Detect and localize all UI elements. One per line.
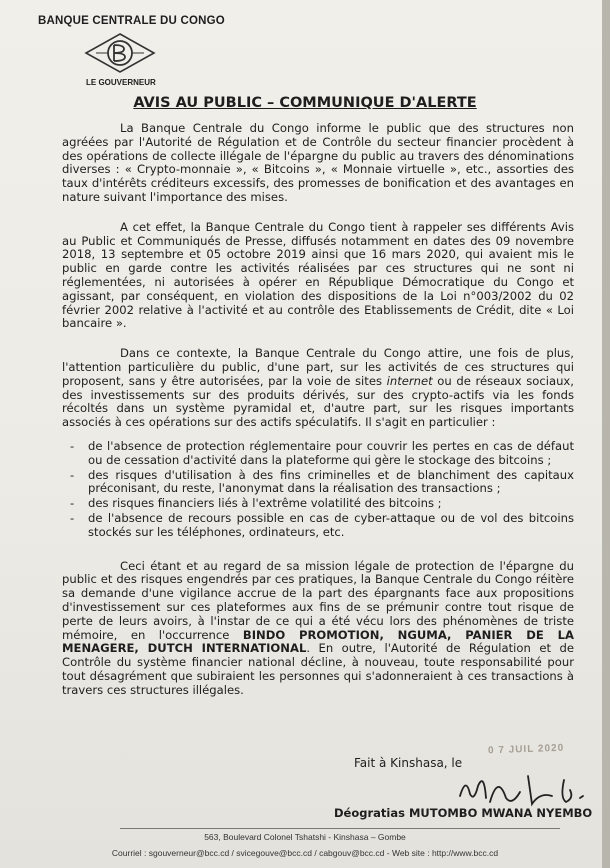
paragraph-3 bbox=[62, 347, 574, 430]
risk-item: - des risques financiers liés à l'extrême volatilité des bitcoins ; bbox=[88, 497, 574, 511]
date-stamp: 0 7 JUIL 2020 bbox=[487, 742, 565, 757]
bcc-monogram-diamond-logo bbox=[84, 32, 156, 74]
risk-item: - des risques d'utilisation à des fins criminelles et de blanchiment des capitaux préconisant, du reste, l'anonymat dans la réalisation des transactions ; bbox=[88, 469, 574, 497]
risk-list bbox=[62, 440, 574, 540]
paragraph-4-named-schemes: BINDO PROMOTION, NGUMA, PANIER DE LA MENAGERE, DUTCH INTERNATIONAL bbox=[62, 627, 574, 656]
risk-item: - de l'absence de protection réglementaire pour couvrir les pertes en cas de défaut ou de cessation d'activité dans la plateforme qui gère le stockage des bitcoins ; bbox=[88, 440, 574, 468]
document-title-text: AVIS AU PUBLIC – COMMUNIQUE D'ALERTE bbox=[133, 95, 477, 111]
paragraph-3-internet-term: internet bbox=[386, 373, 433, 388]
place-of-signing: Fait à Kinshasa, le bbox=[354, 756, 463, 770]
document-title bbox=[0, 95, 610, 111]
paragraph-3-part-2: ou de réseaux sociaux, des investissements sur des produits dérivés, sur des crypto-actifs via les fonds récoltés dans un système pyramidal et, d'autre part, sur les risques importants associés à ces opérations sur des actifs spéculatifs. Il s'agit en particulier : bbox=[62, 373, 574, 430]
paragraph-1: La Banque Centrale du Congo informe le public que des structures non agréées par l'Autorité de Régulation et de Contrôle du secteur financier procèdent à des opérations de collecte illégale de l'épargne du public au travers des dénominations diverses : « Crypto-monnaie », « Bitcoins », « Monnaie virtuelle », etc., assorties des taux d'intérêts créditeurs excessifs, des promesses de bonification et des avantages en nature suivant l'importance des mises. bbox=[62, 121, 574, 204]
signatory-name: Déogratias MUTOMBO MWANA NYEMBO bbox=[334, 806, 593, 820]
footer-contacts: Courriel : sgouverneur@bcc.cd / svicegouve@bcc.cd / cabgouv@bcc.cd - Web site : http://www.bcc.cd bbox=[111, 848, 499, 858]
footer-address: 563, Boulevard Colonel Tshatshi - Kinshasa – Gombe bbox=[204, 832, 406, 842]
paragraph-4 bbox=[62, 560, 574, 698]
organization-name: BANQUE CENTRALE DU CONGO bbox=[38, 15, 225, 27]
handwritten-signature bbox=[456, 762, 596, 812]
risk-item: - de l'absence de recours possible en cas de cyber-attaque ou de vol des bitcoins stockés sur les téléphones, ordinateurs, etc. bbox=[88, 512, 574, 540]
paragraph-4-part-2: . En outre, l'Autorité de Régulation et de Contrôle du système financier national décline, à nouveau, toute responsabilité pour tout désagrément que subiraient les personnes qui s'adonneraient à ces transactions à travers ces structures illégales. bbox=[62, 641, 574, 697]
paper-edge-shadow bbox=[602, 0, 610, 868]
paragraph-4-part-1: Ceci étant et au regard de sa mission légale de protection de l'épargne du public et des risques engendrés par ces pratiques, la Banque Centrale du Congo réitère sa demande d'une vigilance accrue de la part des épargnants face aux propositions d'investissement sur ces plateformes aux fins de se prémunir contre tout risque de perte de leurs avoirs, à l'instar de ce qui a été vécu lors des phénomènes de triste mémoire, en l'occurrence bbox=[62, 558, 574, 642]
document-body bbox=[62, 122, 574, 713]
footer-divider bbox=[120, 828, 560, 829]
issuer-title: LE GOUVERNEUR bbox=[86, 78, 156, 87]
paragraph-2: A cet effet, la Banque Centrale du Congo tient à rappeler ses différents Avis au Public et Communiqués de Presse, diffusés notamment en dates des 09 novembre 2018, 13 septembre et 05 octobre 2019 ainsi que 16 mars 2020, qui avaient mis le public en garde contre les activités réalisées par ces structures qui ne sont ni réglementées, ni autorisées à opérer en République Démocratique du Congo et agissant, par conséquent, en violation des dispositions de la Loi n°003/2002 du 02 février 2002 relative à l'activité et au contrôle des Etablissements de Crédit, dite « Loi bancaire ». bbox=[62, 219, 574, 331]
paragraph-3-part-1: Dans ce contexte, la Banque Centrale du Congo attire, une fois de plus, l'attention particulière du public, d'une part, sur les activités de ces structures qui proposent, sans y être autorisées, par la voie de sites bbox=[62, 346, 574, 388]
